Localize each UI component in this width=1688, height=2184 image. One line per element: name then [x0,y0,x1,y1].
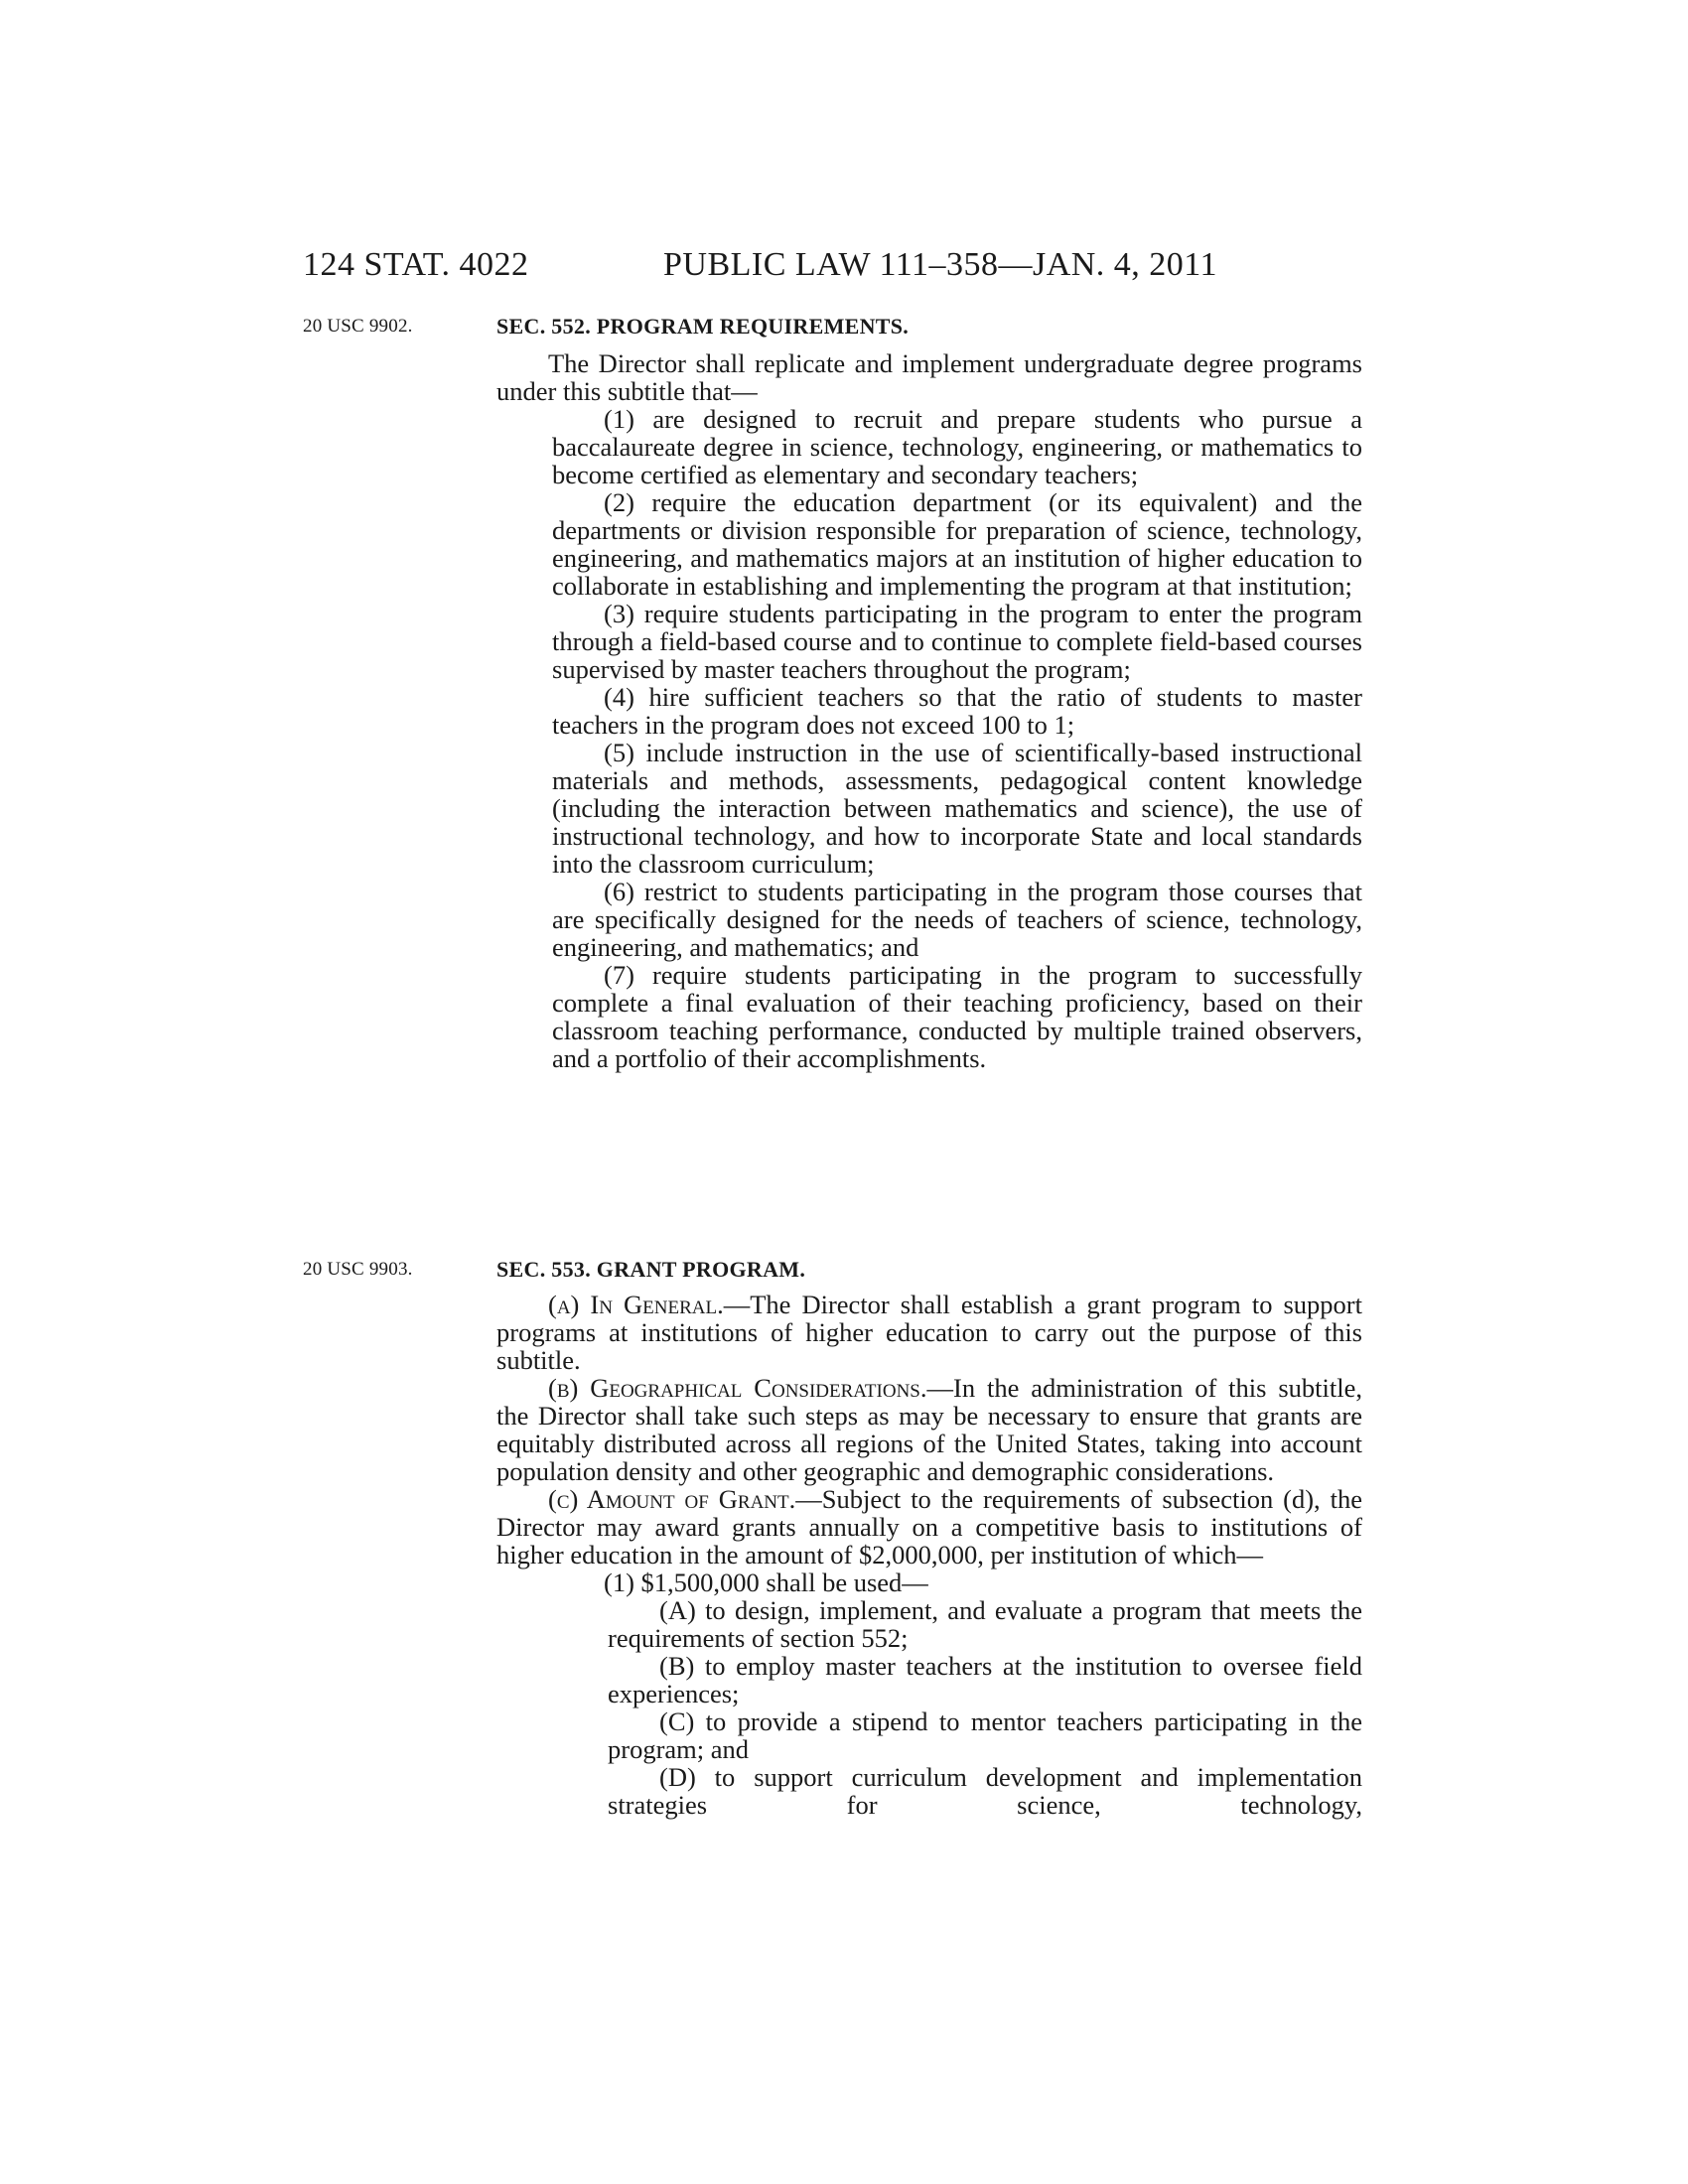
margin-note-usc-9903: 20 USC 9903. [303,1259,413,1280]
section-553-body [496,1291,1362,1819]
section-553-c1-item-b: (B) to employ master teachers at the institution to oversee field experiences; [608,1651,1362,1708]
section-553-c1-item-d: (D) to support curriculum development and implementation strategies for science, technology, [608,1762,1362,1820]
section-552-item-1: (1) are designed to recruit and prepare students who pursue a baccalaureate degree in science, technology, engineering, or mathematics to become certified as elementary and secondary teachers; [552,404,1362,489]
section-552-item-5: (5) include instruction in the use of scientifically-based instructional materials and methods, assessments, pedagogical content knowledge (including the interaction between mathematics and science), the use of instructional technology, and how to incorporate State and local standards into the classroom curriculum; [552,738,1362,879]
section-553-paragraph-c1: (1) $1,500,000 shall be used— [604,1568,928,1597]
section-552-intro: The Director shall replicate and implement undergraduate degree programs under this subtitle that— [496,348,1362,406]
section-552-item-7: (7) require students participating in the program to successfully complete a final evaluation of their teaching proficiency, based on their classroom teaching performance, conducted by multiple trained observers, and a portfolio of their accomplishments. [552,960,1362,1073]
section-553-subsection-b [496,1374,1362,1485]
subsection-c-text: —Subject to the requirements of subsection (d), the Director may award grants annually on a competitive basis to institutions of higher education in the amount of $2,000,000, per institution of which— [496,1484,1362,1570]
stat-page-number: 124 STAT. 4022 [303,246,529,283]
section-552-item-3: (3) require students participating in the program to enter the program through a field-based course and to continue to complete field-based courses supervised by master teachers throughout the program; [552,599,1362,684]
margin-note-usc-9902: 20 USC 9902. [303,316,413,337]
section-553-subsection-c [496,1485,1362,1569]
subsection-b-text: —In the administration of this subtitle, the Director shall take such steps as may be necessary to ensure that grants are equitably distributed across all regions of the United States, taking into account population density and other geographic and demographic considerations. [496,1373,1362,1486]
section-553-heading: SEC. 553. GRANT PROGRAM. [496,1257,806,1282]
section-552-heading: SEC. 552. PROGRAM REQUIREMENTS. [496,314,910,339]
section-552-item-2: (2) require the education department (or its equivalent) and the departments or division responsible for preparation of science, technology, engineering, and mathematics majors at an institution of higher education to collaborate in establishing and implementing the program at that institution; [552,487,1362,601]
subsection-a-text: —The Director shall establish a grant program to support programs at institutions of higher education to carry out the purpose of this subtitle. [496,1290,1362,1375]
section-552-body [496,349,1362,1072]
section-552-item-6: (6) restrict to students participating in the program those courses that are specifically designed for the needs of teachers of science, technology, engineering, and mathematics; and [552,877,1362,962]
section-553-c1-item-c: (C) to provide a stipend to mentor teachers participating in the program; and [608,1706,1362,1764]
section-553-subsection-a [496,1291,1362,1374]
section-553-c1-item-a: (A) to design, implement, and evaluate a program that meets the requirements of section 552; [608,1595,1362,1653]
subsection-c-label: (c) Amount of Grant. [548,1484,796,1514]
running-header-title: PUBLIC LAW 111–358—JAN. 4, 2011 [663,246,1218,283]
section-552-item-4: (4) hire sufficient teachers so that the ratio of students to master teachers in the program does not exceed 100 to 1; [552,682,1362,740]
subsection-a-label: (a) In General. [548,1290,724,1319]
subsection-b-label: (b) Geographical Considerations. [548,1373,927,1403]
